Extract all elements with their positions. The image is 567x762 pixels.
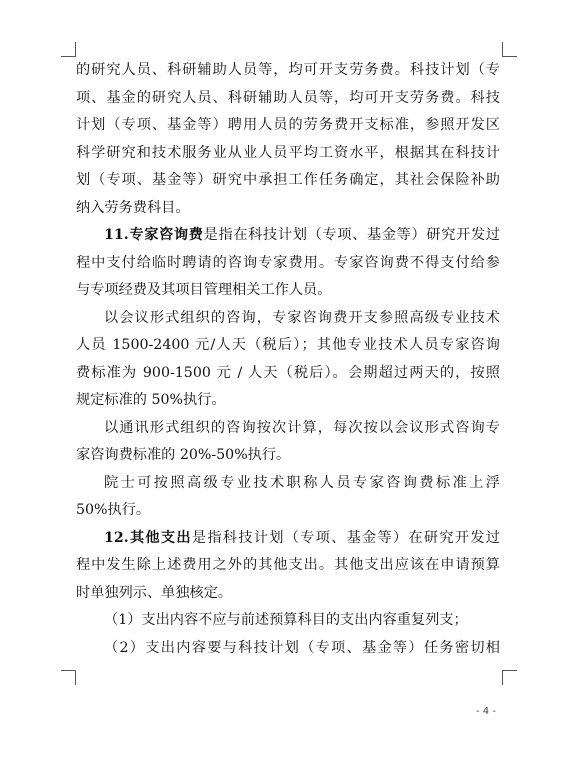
crop-mark-top-right xyxy=(502,42,517,57)
section-11-text: 是指在科技计划（专项、基金等）研究开发过 xyxy=(203,227,500,243)
text-line: 以通讯形式组织的咨询按次计算，每次按以会议形式咨询专 xyxy=(104,419,500,436)
text-line: 院士可按照高级专业技术职称人员专家咨询费标准上浮 xyxy=(104,474,500,491)
text-line: 项、基金的研究人员、科研辅助人员等，均可开支劳务费。科技 xyxy=(76,89,500,106)
text-line: 的研究人员、科研辅助人员等，均可开支劳务费。科技计划（专 xyxy=(76,62,500,78)
text-line: 划（专项、基金等）研究中承担工作任务确定，其社会保险补助 xyxy=(76,172,500,188)
text-line: 程中支付给临时聘请的咨询专家费用。专家咨询费不得支付给参 xyxy=(76,254,500,271)
crop-mark-top-left xyxy=(61,42,76,57)
crop-mark-bottom-right xyxy=(502,670,517,685)
text-line: 家咨询费标准的 20%-50%执行。 xyxy=(76,447,291,463)
list-item: （1）支出内容不应与前述预算科目的支出内容重复列支； xyxy=(104,612,468,628)
text-line: 50%执行。 xyxy=(76,502,151,518)
text-line: 规定标准的 50%执行。 xyxy=(76,392,226,408)
list-item: （2）支出内容要与科技计划（专项、基金等）任务密切相 xyxy=(104,639,500,656)
page-number: - 4 - xyxy=(476,706,496,717)
text-line: 程中发生除上述费用之外的其他支出。其他支出应该在申请预算 xyxy=(76,557,500,573)
text-line: 时单独列示、单独核定。 xyxy=(76,584,233,601)
text-line: 计划（专项、基金等）聘用人员的劳务费开支标准，参照开发区 xyxy=(76,117,500,133)
text-line: 费标准为 900-1500 元 / 人天（税后）。会期超过两天的，按照 xyxy=(76,364,500,381)
section-11-first-line xyxy=(76,222,500,250)
section-12-first-line xyxy=(76,525,500,553)
section-12-heading: 12.其他支出 xyxy=(104,529,192,546)
text-line: 以会议形式组织的咨询，专家咨询费开支参照高级专业技术 xyxy=(104,309,500,326)
section-11-heading: 11.专家咨询费 xyxy=(104,227,204,243)
text-line: 人员 1500-2400 元/人天（税后）；其他专业技术人员专家咨询 xyxy=(76,337,500,353)
text-line: 科学研究和技术服务业从业人员平均工资水平，根据其在科技计 xyxy=(76,144,500,161)
crop-mark-bottom-left xyxy=(61,670,76,685)
body-text xyxy=(76,57,500,662)
text-line: 纳入劳务费科目。 xyxy=(76,199,190,216)
section-12-text: 是指科技计划（专项、基金等）在研究开发过 xyxy=(191,529,500,546)
text-line: 与专项经费及其项目管理相关工作人员。 xyxy=(76,282,332,298)
